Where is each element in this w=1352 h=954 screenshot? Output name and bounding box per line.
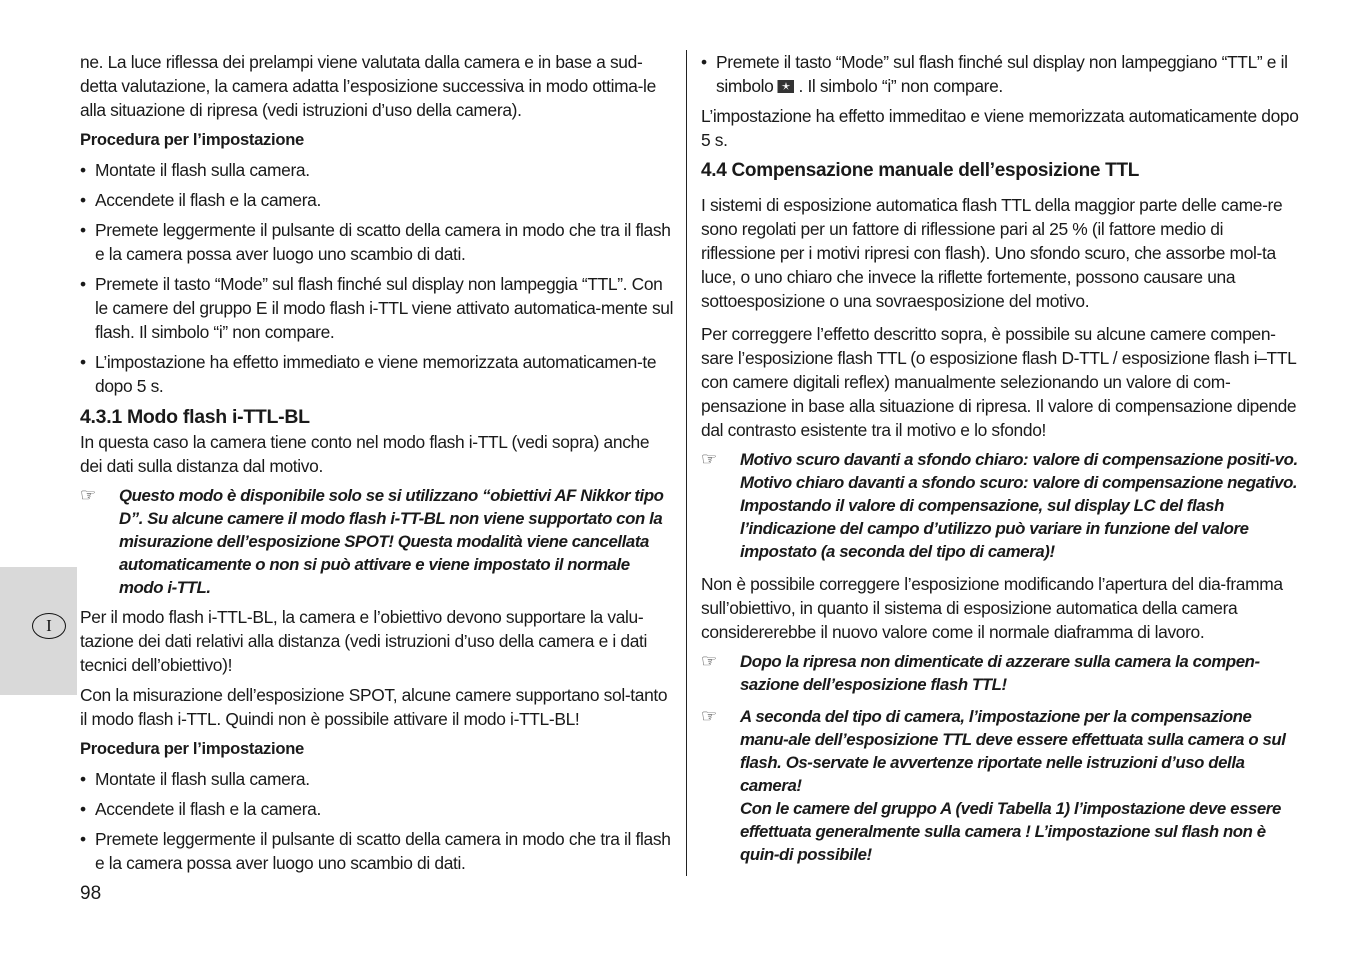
paragraph: L’impostazione ha effetto immeditao e viene memorizzata automaticamente dopo 5 s. — [701, 106, 1299, 150]
bullet-item — [701, 50, 1301, 98]
bullet-text-b: . Il simbolo “i” non compare. — [798, 76, 1003, 96]
note-text-continued: Con le camere del gruppo A (vedi Tabella 1) l’impostazione deve essere effettuata generalmente sulla camera ! L’impostazione sul flash non è quin-di possibile! — [740, 799, 1281, 864]
pointing-hand-icon: ☞ — [80, 485, 96, 505]
bullet-item: • Premete leggermente il pulsante di scatto della camera in modo che tra il flash e la camera possa aver luogo uno scambio di dati. — [80, 827, 675, 875]
pointing-hand-icon: ☞ — [701, 449, 717, 469]
bullet-item: • Montate il flash sulla camera. — [80, 158, 675, 182]
left-column — [80, 50, 675, 875]
note-text: A seconda del tipo di camera, l’impostazione per la compensazione manu-ale dell’esposizione TTL deve essere effettuata sulla camera o sul flash. Os-servate le avvertenze riportate nelle istruzioni d’uso della camera! — [740, 707, 1286, 795]
language-tab-letter: I — [32, 613, 66, 639]
note-text: Dopo la ripresa non dimenticate di azzerare sulla camera la compen-sazione dell’esposizione flash TTL! — [740, 652, 1260, 694]
note — [701, 705, 1301, 866]
bullet-item: • Accendete il flash e la camera. — [80, 797, 675, 821]
paragraph: Non è possibile correggere l’esposizione modificando l’apertura del dia-framma sull’obiettivo, in quanto il sistema di esposizione automatica della camera considererebbe il nuovo valore come il normale diaframma di lavoro. — [701, 574, 1283, 642]
bullet-item: • L’impostazione ha effetto immediato e viene memorizzata automaticamen-te dopo 5 s. — [80, 350, 675, 398]
section-heading-4-4: 4.4 Compensazione manuale dell’esposizione TTL — [701, 160, 1140, 181]
paragraph: ne. La luce riflessa dei prelampi viene valutata dalla camera e in base a sud-detta valutazione, la camera adatta l’esposizione successiva in modo ottima-le alla situazione di ripresa (vedi istruzioni d’uso della camera). — [80, 52, 656, 120]
note-text: Questo modo è disponibile solo se si utilizzano “obiettivi AF Nikkor tipo D”. Su alcune camere il modo flash i-TT-BL non viene supportato con la misurazione dell’esposizione SPOT! Questa modalità viene cancellata automaticamente o non si può attivare e viene impostato il normale modo i-TTL. — [119, 486, 664, 597]
bullet-item: • Accendete il flash e la camera. — [80, 188, 675, 212]
paragraph: Con la misurazione dell’esposizione SPOT, alcune camere supportano sol-tanto il modo flash i-TTL. Quindi non è possibile attivare il modo i-TTL-BL! — [80, 685, 668, 729]
bullet-text-a: Premete il tasto “Mode” sul flash finché sul display non lampeggiano “TTL” e il simbolo — [716, 52, 1288, 96]
flash-mode-icon — [777, 80, 794, 93]
pointing-hand-icon: ☞ — [701, 706, 717, 726]
paragraph: Per correggere l’effetto descritto sopra, è possibile su alcune camere compen-sare l’esposizione flash TTL (o esposizione flash D-TTL / esposizione flash i–TTL con camere digitali reflex) manualmente selezionando un valore di com-pensazione in base alla situazione di ripresa. Il valore di compensazione dipende dal contrasto esistente tra il motivo e lo sfondo! — [701, 324, 1297, 440]
bullet-item: • Premete il tasto “Mode” sul flash finché sul display non lampeggia “TTL”. Con le camere del gruppo E il modo flash i-TTL viene attivato automatica-mente sul flash. Il simbolo “i” non compare. — [80, 272, 675, 344]
bullet-item: • Premete leggermente il pulsante di scatto della camera in modo che tra il flash e la camera possa aver luogo uno scambio di dati. — [80, 218, 675, 266]
note — [80, 484, 675, 599]
pointing-hand-icon: ☞ — [701, 651, 717, 671]
bullet-item: • Montate il flash sulla camera. — [80, 767, 675, 791]
paragraph: Per il modo flash i-TTL-BL, la camera e l’obiettivo devono supportare la valu-tazione dei dati relativi alla distanza (vedi istruzioni d’uso della camera e i dati tecnici dell’obiettivo)! — [80, 607, 648, 675]
paragraph: In questa caso la camera tiene conto nel modo flash i-TTL (vedi sopra) anche dei dati sulla distanza dal motivo. — [80, 432, 650, 476]
note — [701, 448, 1301, 563]
section-heading-4-3-1: 4.3.1 Modo flash i-TTL-BL — [80, 406, 310, 428]
paragraph: I sistemi di esposizione automatica flash TTL della maggior parte delle came-re sono regolati per un fattore di riflessione pari al 25 % (il fattore medio di riflessione per i motivi ripresi con flash). Uno sfondo scuro, che assorbe mol-ta luce, o uno chiaro che invece la riflette fortemente, possono causare una sottoesposizione o una sovraesposizione del motivo. — [701, 195, 1283, 311]
procedure-heading: Procedura per l’impostazione — [80, 739, 304, 758]
note-text: Motivo scuro davanti a sfondo chiaro: valore di compensazione positi-vo. Motivo chiaro davanti a sfondo scuro: valore di compensazione negativo. Impostando il valore di compensazione, sul display LC del flash l’indicazione del campo d’utilizzo può variare in funzione del valore impostato (a seconda del tipo di camera)! — [740, 450, 1298, 561]
column-divider — [686, 50, 687, 876]
note — [701, 650, 1301, 696]
right-column — [701, 50, 1301, 866]
page-number: 98 — [80, 883, 102, 904]
procedure-heading: Procedura per l’impostazione — [80, 130, 304, 149]
